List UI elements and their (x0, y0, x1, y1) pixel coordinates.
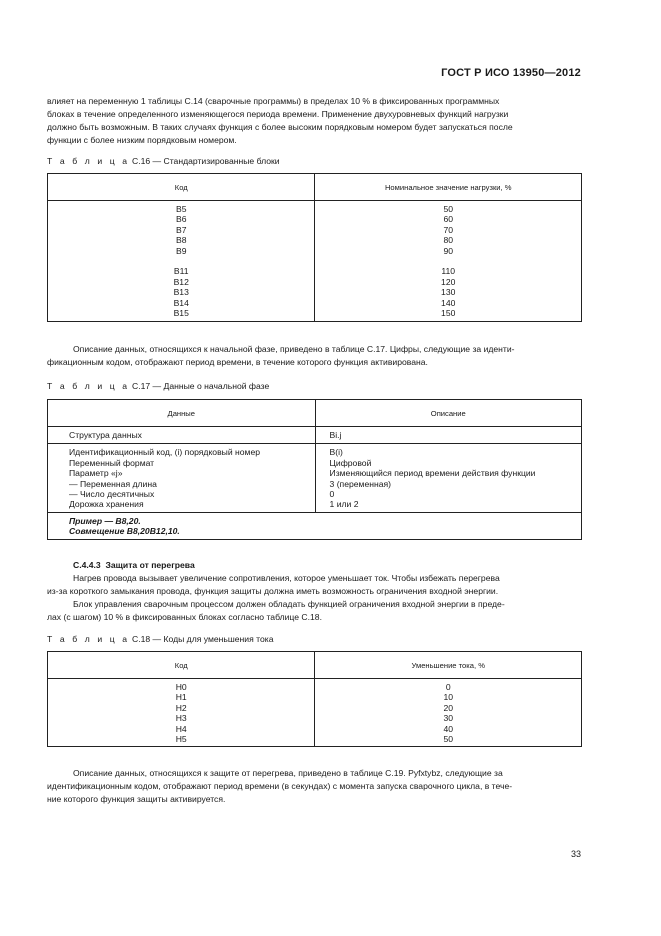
text-line: Описание данных, относящихся к начальной фазе, приведено в таблице С.17. Цифры, следующие за иденти- (73, 344, 515, 354)
table-cell: Параметр «j» (69, 468, 123, 479)
table-cell: B14 (173, 297, 189, 308)
table-cell: 90 (443, 245, 453, 256)
paragraph-start-phase (47, 343, 582, 369)
table-cell: H5 (175, 734, 187, 745)
data-column (48, 444, 316, 512)
paragraph-overheat-description (47, 767, 582, 806)
table-cell: B5 (175, 204, 187, 214)
value-column (315, 201, 582, 322)
caption-text: С.16 — Стандартизированные блоки (131, 156, 280, 166)
table-c16 (47, 173, 582, 322)
caption-text: С.18 — Коды для уменьшения тока (131, 634, 274, 644)
table-cell: 40 (443, 723, 453, 734)
table-cell: 110 (441, 266, 456, 277)
column-header-code: Код (48, 174, 315, 201)
table-cell: 50 (443, 204, 453, 214)
text-line: влияет на переменную 1 таблицы С.14 (сварочные программы) в пределах 10 % в фиксированных программных (47, 96, 500, 106)
page-number: 33 (570, 849, 581, 859)
text-line: лах (с шагом) 10 % в фиксированных блоках согласно таблице С.18. (47, 612, 322, 622)
column-header-nominal-load: Номинальное значение нагрузки, % (315, 174, 582, 201)
table-cell: Структура данных (48, 427, 316, 444)
text-line: ние которого функция защиты активируется. (47, 794, 226, 804)
table-c18-caption (47, 634, 273, 644)
table-cell: B13 (173, 287, 189, 298)
table-cell: 120 (441, 276, 456, 287)
table-cell: H1 (175, 692, 187, 703)
table-cell: — Число десятичных (69, 489, 155, 500)
code-column (48, 679, 315, 747)
table-cell: B6 (175, 214, 187, 225)
table-cell: 20 (443, 702, 453, 713)
paragraph-intro (47, 95, 582, 147)
table-cell: 50 (443, 734, 453, 745)
table-c17-caption (47, 381, 269, 391)
table-cell: 30 (443, 713, 453, 724)
table-cell: Изменяющийся период времени действия функции (329, 468, 536, 479)
text-line: из-за короткого замыкания провода, функция защиты должна иметь возможность ограничения входной энергии. (47, 586, 499, 596)
table-cell: Bi.j (315, 427, 581, 444)
table-cell: B(i) (329, 447, 343, 458)
section-heading (73, 560, 195, 570)
table-cell: 10 (443, 692, 453, 703)
table-cell: 70 (443, 224, 453, 235)
table-cell: 60 (443, 214, 453, 225)
table-cell: 150 (441, 308, 456, 319)
section-number: C.4.4.3 (73, 560, 101, 570)
example-text: Совмещение B8,20B12,10. (69, 526, 180, 537)
caption-prefix: Т а б л и ц а (47, 634, 130, 644)
table-cell: H0 (175, 682, 187, 692)
table-cell: Переменный формат (69, 457, 155, 468)
text-line: Блок управления сварочным процессом должен обладать функцией ограничения входной энергии в преде- (73, 599, 505, 609)
table-cell: 80 (443, 235, 453, 246)
column-header-current-reduction: Уменьшение тока, % (315, 652, 582, 679)
paragraph-overheat (47, 572, 582, 624)
example-cell (48, 512, 582, 539)
page-header: ГОСТ Р ИСО 13950—2012 (441, 67, 581, 79)
table-cell: Идентификационный код, (i) порядковый номер (69, 447, 261, 458)
column-header-code: Код (48, 652, 315, 679)
table-cell: B9 (175, 245, 187, 256)
table-cell: H4 (175, 723, 187, 734)
table-cell: 0 (445, 682, 451, 692)
table-cell: Дорожка хранения (69, 499, 144, 510)
text-line: Описание данных, относящихся к защите от перегрева, приведено в таблице С.19. Pyfxtybz, следующие за (73, 768, 503, 778)
text-line: Нагрев провода вызывает увеличение сопротивления, которое уменьшает ток. Чтобы избежать перегрева (73, 573, 500, 583)
caption-text: С.17 — Данные о начальной фазе (131, 381, 270, 391)
table-c17 (47, 399, 582, 540)
table-cell: Цифровой (329, 457, 372, 468)
column-header-data: Данные (48, 400, 316, 427)
table-cell: 130 (441, 287, 456, 298)
description-column (315, 444, 581, 512)
text-line: должно быть возможным. В таких случаях функция с более высоким порядковым номером будет запускаться после (47, 122, 513, 132)
table-cell: 140 (441, 297, 456, 308)
code-column (48, 201, 315, 322)
table-cell: B8 (175, 235, 187, 246)
table-cell: B12 (173, 276, 189, 287)
text-line: функции с более низким порядковым номером. (47, 135, 237, 145)
column-header-description: Описание (315, 400, 581, 427)
table-cell: 3 (переменная) (329, 478, 392, 489)
table-cell: H2 (175, 702, 187, 713)
table-cell: 0 (329, 489, 335, 500)
table-cell: 1 или 2 (329, 499, 359, 510)
text-line: идентификационным кодом, отображают период времени (в секундах) с момента запуска сварочного цикла, в тече- (47, 781, 513, 791)
table-c18 (47, 651, 582, 747)
value-column (315, 679, 582, 747)
table-cell: — Переменная длина (69, 478, 157, 489)
table-c16-caption (47, 156, 280, 166)
caption-prefix: Т а б л и ц а (47, 381, 130, 391)
example-text: Пример — B8,20. (69, 515, 141, 526)
section-title: Защита от перегрева (105, 560, 195, 570)
table-cell: B7 (175, 224, 187, 235)
caption-prefix: Т а б л и ц а (47, 156, 130, 166)
table-cell: H3 (175, 713, 187, 724)
text-line: блоках в течение определенного изменяющегося периода времени. Применение двухуровневых функций нагрузки (47, 109, 509, 119)
table-cell: B11 (173, 266, 189, 277)
table-cell: B15 (173, 308, 189, 319)
text-line: фикационным кодом, отображают период времени, в течение которого функция активирована. (47, 357, 428, 367)
